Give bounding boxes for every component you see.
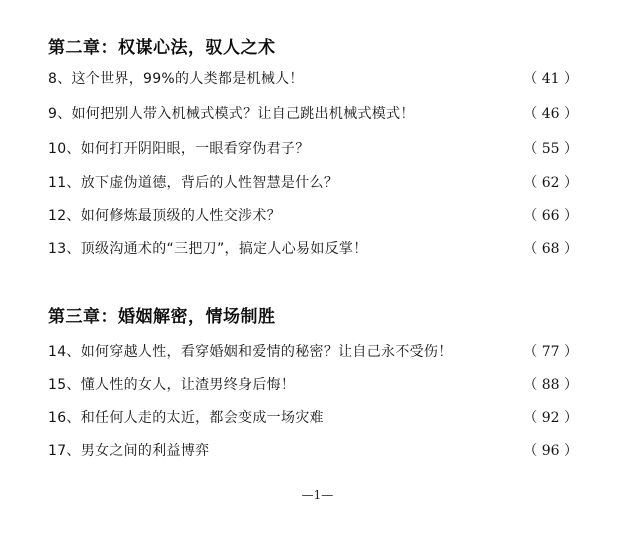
toc-entry [48, 68, 578, 90]
toc-entry-page: （ 62 ） [523, 175, 578, 191]
toc-entry-title: 17、男女之间的利益博弈 [48, 443, 210, 459]
toc-entry [48, 205, 578, 227]
toc-entry-title: 15、懂人性的女人，让渣男终身后悔！ [48, 377, 296, 393]
toc-entry-title: 13、顶级沟通术的“三把刀”，搞定人心易如反掌！ [48, 241, 368, 257]
toc-entry [48, 138, 578, 160]
toc-entry [48, 238, 578, 260]
toc-entry-page: （ 66 ） [523, 208, 578, 224]
toc-entry-page: （ 77 ） [523, 344, 578, 360]
toc-entry [48, 172, 578, 194]
toc-entry-page: （ 41 ） [523, 71, 578, 87]
toc-entry-title: 10、如何打开阴阳眼，一眼看穿伪君子？ [48, 141, 310, 157]
toc-entry-page: （ 55 ） [523, 141, 578, 157]
toc-entry-page: （ 46 ） [523, 106, 578, 122]
toc-entry [48, 407, 578, 429]
toc-entry-title: 12、如何修炼最顶级的人性交涉术？ [48, 208, 281, 224]
toc-entry-title: 14、如何穿越人性，看穿婚姻和爱情的秘密？让自己永不受伤！ [48, 344, 453, 360]
chapter-title: 第三章：婚姻解密，情场制胜 [48, 307, 276, 327]
toc-entry-title: 11、放下虚伪道德，背后的人性智慧是什么？ [48, 175, 339, 191]
toc-entry [48, 341, 578, 363]
toc-entry [48, 440, 578, 462]
toc-entry-title: 8、这个世界，99%的人类都是机械人！ [48, 71, 304, 87]
chapter-title: 第二章：权谋心法，驭人之术 [48, 38, 276, 58]
toc-entry-page: （ 88 ） [523, 377, 578, 393]
toc-entry-page: （ 68 ） [523, 241, 578, 257]
toc-entry [48, 103, 578, 125]
toc-entry-page: （ 92 ） [523, 410, 578, 426]
page-number: —1— [301, 488, 334, 502]
toc-entry-title: 9、如何把别人带入机械式模式？让自己跳出机械式模式！ [48, 106, 415, 122]
toc-entry [48, 374, 578, 396]
toc-entry-title: 16、和任何人走的太近，都会变成一场灾难 [48, 410, 324, 426]
toc-entry-page: （ 96 ） [523, 443, 578, 459]
